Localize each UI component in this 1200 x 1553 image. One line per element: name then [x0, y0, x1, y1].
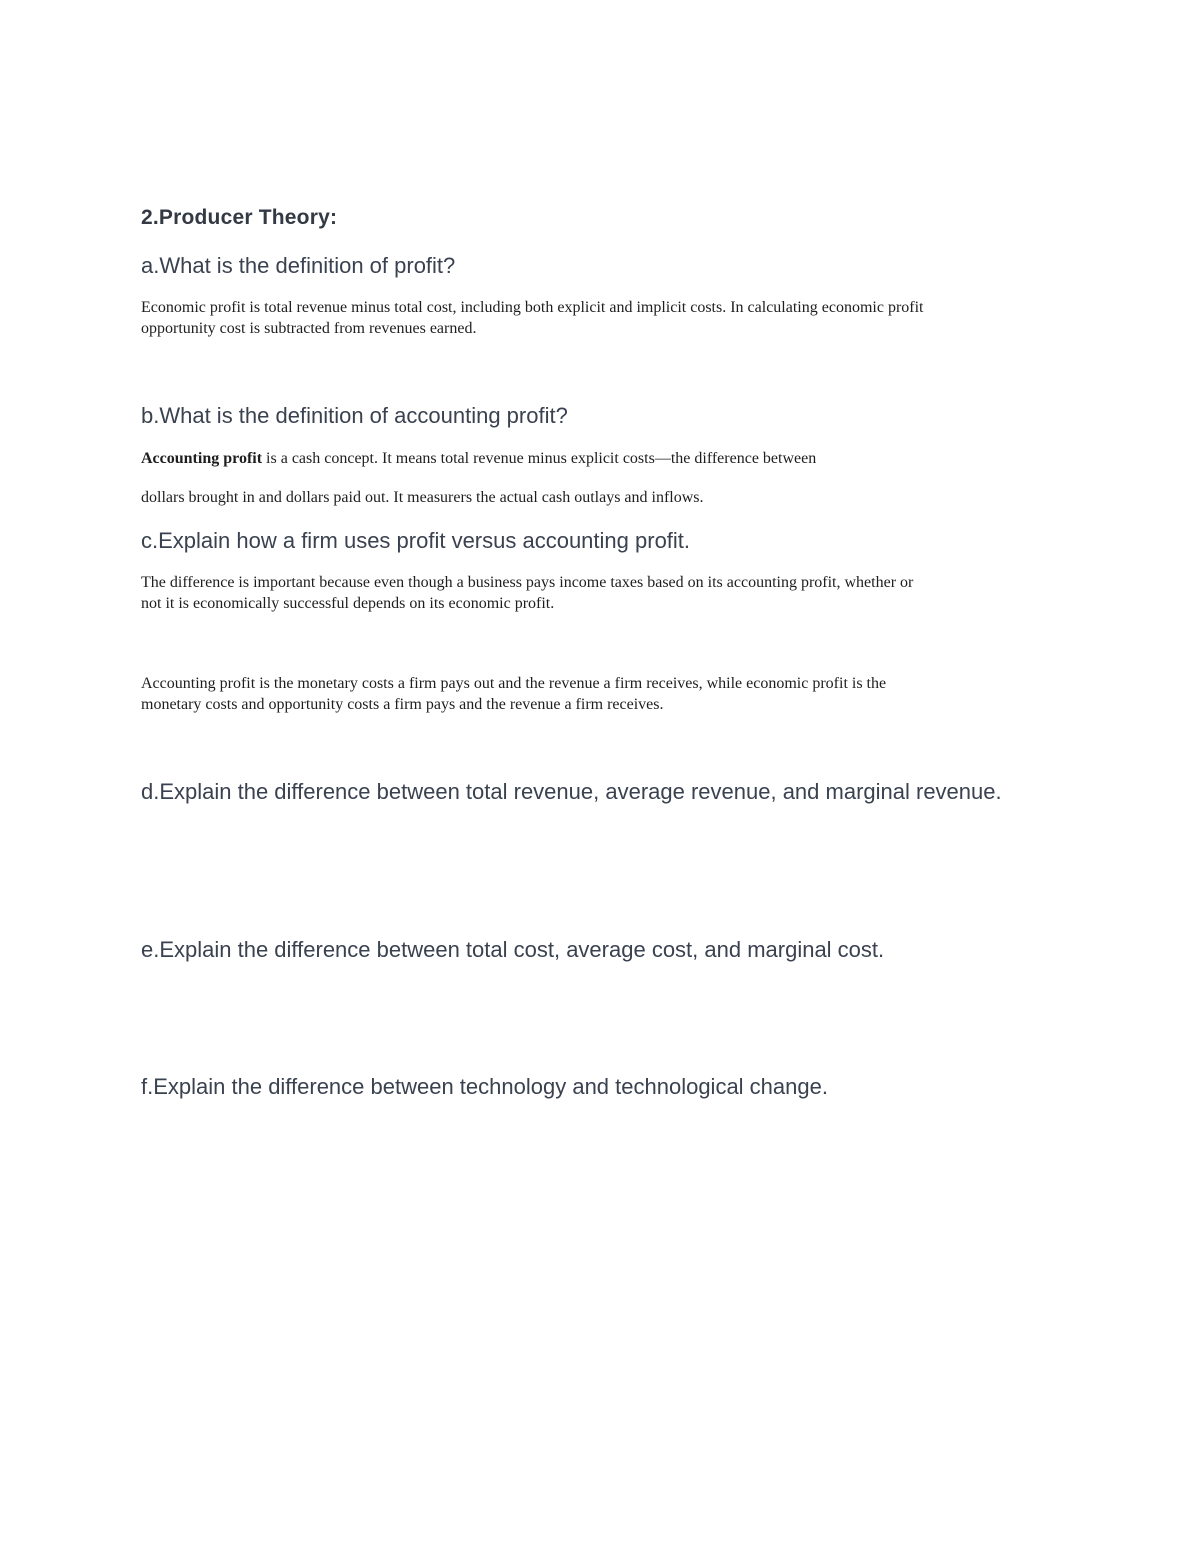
- question-b: b.What is the definition of accounting profit?: [141, 403, 568, 428]
- answer-b-line-1-rest: is a cash concept. It means total revenue minus explicit costs—the difference between: [262, 450, 817, 467]
- answer-b-line-2: dollars brought in and dollars paid out. It measurers the actual cash outlays and inflows.: [141, 489, 704, 506]
- answer-b-term: Accounting profit: [141, 450, 263, 467]
- section-title: 2.Producer Theory:: [141, 206, 338, 229]
- answer-b-line-1: [141, 448, 1071, 469]
- answer-a: [141, 297, 1071, 339]
- answer-a-line-2: opportunity cost is subtracted from revenues earned.: [141, 320, 477, 337]
- question-f: f.Explain the difference between technology and technological change.: [141, 1074, 828, 1099]
- answer-c-p2-line-2: monetary costs and opportunity costs a firm pays and the revenue a firm receives.: [141, 696, 664, 713]
- question-e: e.Explain the difference between total cost, average cost, and marginal cost.: [141, 937, 885, 962]
- answer-c-paragraph-1: [141, 572, 1071, 614]
- answer-c-p1-line-2: not it is economically successful depends on its economic profit.: [141, 595, 555, 612]
- answer-c-paragraph-2: [141, 673, 1071, 715]
- answer-a-line-1: Economic profit is total revenue minus total cost, including both explicit and implicit costs. In calculating economic profit: [141, 299, 924, 316]
- question-c: c.Explain how a firm uses profit versus accounting profit.: [141, 528, 691, 553]
- question-d: d.Explain the difference between total revenue, average revenue, and marginal revenue.: [141, 779, 1002, 804]
- question-a: a.What is the definition of profit?: [141, 253, 456, 278]
- answer-c-p2-line-1: Accounting profit is the monetary costs a firm pays out and the revenue a firm receives, while economic profit is the: [141, 675, 887, 692]
- answer-c-p1-line-1: The difference is important because even though a business pays income taxes based on its accounting profit, whether or: [141, 574, 914, 591]
